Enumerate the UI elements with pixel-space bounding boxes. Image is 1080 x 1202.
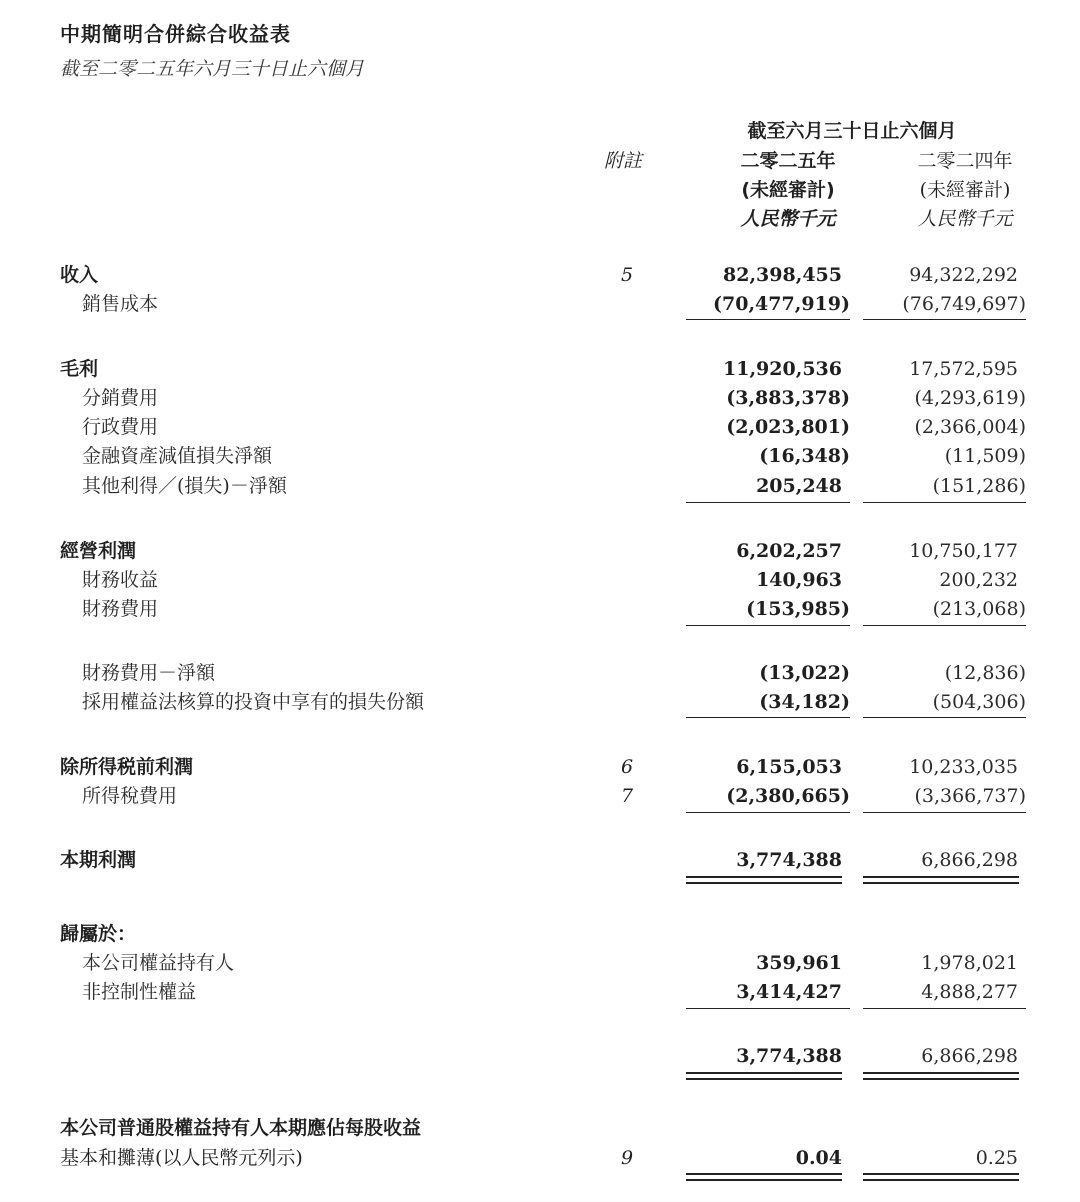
col-2025-year: 二零二五年	[740, 150, 836, 172]
row-total-attributable	[0, 1042, 1080, 1071]
value-2024: (76,749,697)	[902, 293, 1026, 315]
row-nci	[0, 978, 1080, 1007]
value-2024: 10,233,035	[909, 756, 1018, 778]
row-finance-costs	[0, 595, 1080, 624]
subtotal-rule	[686, 1008, 850, 1009]
row-label: 採用權益法核算的投資中享有的損失份額	[82, 691, 425, 713]
value-2024: 200,232	[939, 569, 1018, 591]
value-2025: 3,774,388	[736, 849, 842, 871]
row-note: 9	[620, 1147, 634, 1169]
value-2024: (3,366,737)	[914, 785, 1026, 807]
total-double-rule	[863, 1072, 1019, 1080]
col-2025-status: (未經審計)	[741, 179, 835, 201]
row-distribution-costs	[0, 384, 1080, 413]
row-impairment-losses	[0, 442, 1080, 471]
row-admin-expenses	[0, 413, 1080, 442]
total-double-rule	[686, 876, 842, 884]
value-2024: 0.25	[975, 1147, 1018, 1169]
row-label: 其他利得／(損失)－淨額	[82, 475, 287, 497]
row-label: 本期利潤	[60, 849, 137, 871]
row-label: 行政費用	[82, 416, 159, 438]
value-2025: 3,414,427	[736, 981, 842, 1003]
value-2024: (4,293,619)	[914, 387, 1026, 409]
row-label: 銷售成本	[82, 293, 159, 315]
value-2025: 205,248	[756, 475, 842, 497]
total-double-rule	[863, 876, 1019, 884]
row-label: 收入	[60, 264, 99, 286]
row-profit-for-period	[0, 846, 1080, 875]
row-profit-before-tax	[0, 753, 1080, 782]
value-2025: (13,022)	[759, 662, 850, 684]
value-2025: 82,398,455	[723, 264, 842, 286]
value-2025: 6,155,053	[736, 756, 842, 778]
row-label: 經營利潤	[60, 540, 137, 562]
value-2024: 6,866,298	[921, 1045, 1018, 1067]
row-attributable-to	[0, 920, 1080, 949]
row-note: 5	[620, 264, 634, 286]
total-double-rule	[863, 1173, 1019, 1181]
value-2024: (213,068)	[932, 598, 1026, 620]
value-2024: 10,750,177	[909, 540, 1018, 562]
row-label: 歸屬於：	[60, 923, 137, 945]
value-2024: (12,836)	[944, 662, 1026, 684]
value-2024: 94,322,292	[909, 264, 1018, 286]
col-2024-status: (未經審計)	[919, 179, 1011, 201]
row-owners	[0, 949, 1080, 978]
row-note: 7	[620, 785, 634, 807]
row-label: 毛利	[60, 358, 99, 380]
value-2024: (151,286)	[932, 475, 1026, 497]
row-operating-profit	[0, 537, 1080, 566]
value-2024: (504,306)	[932, 691, 1026, 713]
subtotal-rule	[863, 1008, 1026, 1009]
value-2025: 6,202,257	[736, 540, 842, 562]
subtotal-rule	[686, 625, 850, 626]
value-2025: (2,380,665)	[726, 785, 850, 807]
value-2024: 4,888,277	[921, 981, 1018, 1003]
value-2024: 1,978,021	[921, 952, 1018, 974]
row-label: 分銷費用	[82, 387, 159, 409]
col-2024-unit: 人民幣千元	[917, 208, 1013, 230]
row-finance-income	[0, 566, 1080, 595]
statement-title: 中期簡明合併綜合收益表	[60, 22, 291, 46]
value-2025: (70,477,919)	[713, 293, 850, 315]
row-label: 除所得税前利潤	[60, 756, 194, 778]
subtotal-rule	[863, 812, 1026, 813]
total-double-rule	[686, 1173, 842, 1181]
total-double-rule	[686, 1072, 842, 1080]
col-2024-year: 二零二四年	[917, 150, 1013, 172]
row-label: 本公司權益持有人	[82, 952, 235, 974]
row-label: 財務費用－淨額	[82, 662, 216, 684]
row-share-of-losses	[0, 688, 1080, 717]
value-2025: 3,774,388	[736, 1045, 842, 1067]
value-2025: (3,883,378)	[726, 387, 850, 409]
note-column-header: 附註	[604, 150, 643, 172]
statement-subtitle: 截至二零二五年六月三十日止六個月	[60, 58, 365, 80]
row-label: 非控制性權益	[82, 981, 197, 1003]
value-2025: 140,963	[756, 569, 842, 591]
subtotal-rule	[686, 812, 850, 813]
value-2024: (11,509)	[944, 445, 1026, 467]
row-finance-costs-net	[0, 659, 1080, 688]
col-2025-unit: 人民幣千元	[740, 208, 836, 230]
subtotal-rule	[686, 502, 850, 503]
row-revenue	[0, 261, 1080, 290]
row-other-gains	[0, 472, 1080, 501]
row-label: 財務費用	[82, 598, 159, 620]
row-eps	[0, 1144, 1080, 1173]
value-2024: 6,866,298	[921, 849, 1018, 871]
subtotal-rule	[863, 502, 1026, 503]
subtotal-rule	[863, 319, 1026, 320]
value-2024: (2,366,004)	[914, 416, 1026, 438]
row-label: 所得稅費用	[82, 785, 178, 807]
subtotal-rule	[686, 319, 850, 320]
value-2025: (34,182)	[759, 691, 850, 713]
row-gross-profit	[0, 355, 1080, 384]
period-header: 截至六月三十日止六個月	[747, 120, 957, 142]
row-label: 金融資產減值損失淨額	[82, 445, 273, 467]
row-label: 財務收益	[82, 569, 159, 591]
row-income-tax	[0, 782, 1080, 811]
value-2024: 17,572,595	[909, 358, 1018, 380]
row-label: 本公司普通股權益持有人本期應佔每股收益	[60, 1117, 422, 1139]
value-2025: 0.04	[795, 1147, 842, 1169]
value-2025: (16,348)	[759, 445, 850, 467]
value-2025: 359,961	[756, 952, 842, 974]
value-2025: (153,985)	[746, 598, 850, 620]
subtotal-rule	[863, 717, 1026, 718]
value-2025: 11,920,536	[723, 358, 842, 380]
subtotal-rule	[863, 625, 1026, 626]
row-note: 6	[620, 756, 634, 778]
row-cost-of-sales	[0, 290, 1080, 319]
row-label: 基本和攤薄(以人民幣元列示)	[60, 1147, 303, 1169]
subtotal-rule	[686, 717, 850, 718]
row-eps-heading	[0, 1114, 1080, 1143]
value-2025: (2,023,801)	[726, 416, 850, 438]
